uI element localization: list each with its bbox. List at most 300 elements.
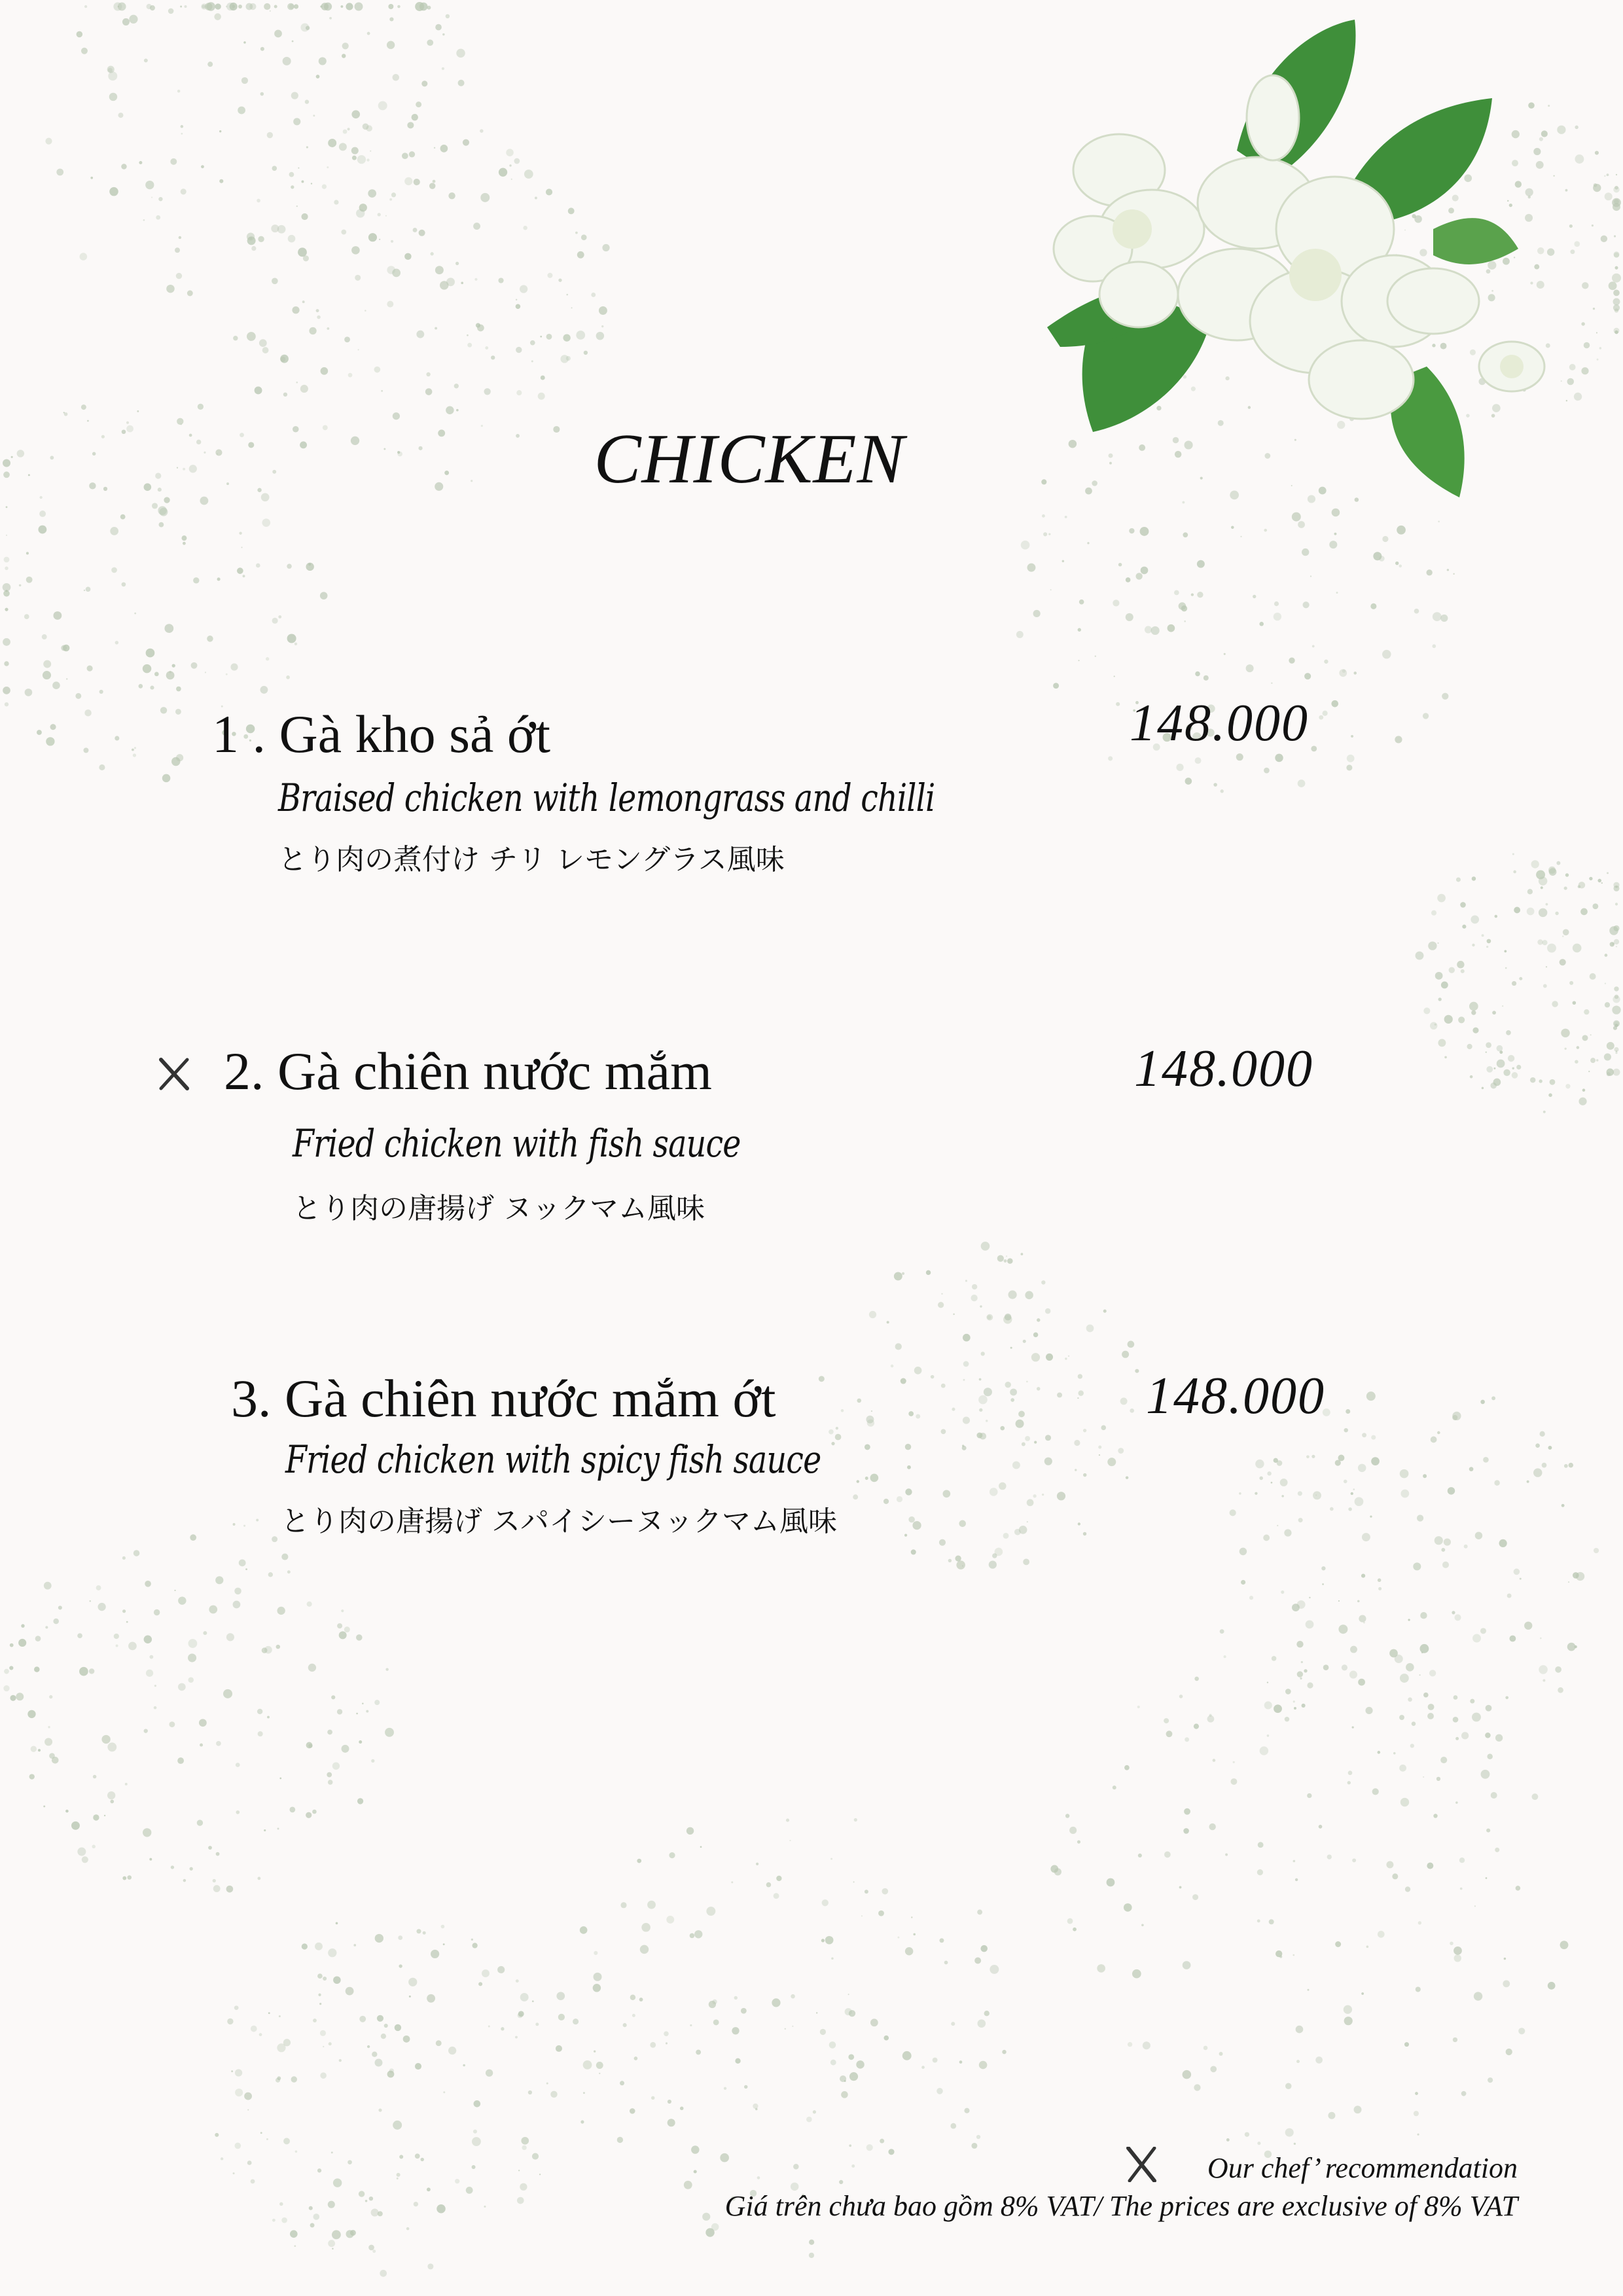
speckle-dot <box>1053 683 1059 689</box>
speckle-dot <box>1513 870 1516 874</box>
speckle-dot <box>979 1408 982 1412</box>
speckle-dot <box>1512 1072 1518 1079</box>
speckle-dot <box>849 2144 851 2147</box>
speckle-dot <box>287 564 291 568</box>
speckle-dot <box>530 340 535 346</box>
speckle-dot <box>1596 332 1597 333</box>
speckle-dot <box>1423 1007 1430 1014</box>
speckle-dot <box>1126 613 1133 621</box>
speckle-dot <box>965 1280 967 1282</box>
speckle-dot <box>1323 1664 1329 1670</box>
speckle-dot <box>43 1805 45 1807</box>
speckle-dot <box>1616 1050 1617 1052</box>
speckle-dot <box>176 273 182 279</box>
speckle-dot <box>441 1925 445 1929</box>
speckle-dot <box>1370 603 1376 609</box>
speckle-dot <box>1455 1614 1461 1621</box>
speckle-dot <box>80 253 88 260</box>
speckle-dot <box>984 2011 990 2016</box>
speckle-dot <box>488 2026 490 2028</box>
speckle-dot <box>226 1633 234 1641</box>
speckle-dot <box>1601 882 1603 884</box>
speckle-dot <box>1613 925 1619 931</box>
speckle-dot <box>340 5 343 8</box>
speckle-dot <box>277 2076 281 2080</box>
speckle-dot <box>1423 1693 1429 1698</box>
speckle-dot <box>583 2092 585 2094</box>
speckle-dot <box>307 1602 312 1607</box>
speckle-dot <box>245 1568 247 1570</box>
speckle-dot <box>964 2108 969 2113</box>
speckle-dot <box>205 3 213 10</box>
speckle-dot <box>292 41 294 43</box>
speckle-dot <box>1438 1039 1446 1047</box>
speckle-dot <box>1419 1674 1421 1676</box>
speckle-dot <box>594 1951 597 1955</box>
speckle-dot <box>571 307 573 308</box>
speckle-dot <box>836 1427 838 1429</box>
speckle-dot <box>1460 1888 1463 1890</box>
speckle-dot <box>337 1623 342 1628</box>
speckle-dot <box>1358 1679 1365 1686</box>
speckle-dot <box>831 1957 834 1960</box>
speckle-dot <box>49 1695 52 1698</box>
speckle-dot <box>247 2109 249 2111</box>
speckle-dot <box>221 2157 223 2160</box>
speckle-dot <box>237 567 243 574</box>
speckle-dot <box>1253 595 1256 598</box>
speckle-dot <box>341 1609 344 1612</box>
speckle-dot <box>1176 764 1183 771</box>
speckle-dot <box>101 1735 110 1744</box>
speckle-dot <box>1330 1507 1334 1511</box>
speckle-dot <box>42 634 47 639</box>
speckle-dot <box>197 1820 203 1825</box>
speckle-dot <box>21 1624 24 1627</box>
speckle-dot <box>128 1641 137 1650</box>
speckle-dot <box>1371 1435 1376 1440</box>
speckle-dot <box>1194 1724 1199 1729</box>
speckle-dot <box>1210 2066 1217 2072</box>
speckle-dot <box>129 15 137 24</box>
speckle-dot <box>143 1828 151 1837</box>
speckle-dot <box>151 197 152 198</box>
speckle-dot <box>190 1534 196 1541</box>
speckle-dot <box>448 2047 456 2054</box>
speckle-dot <box>1126 577 1131 583</box>
speckle-dot <box>243 41 246 44</box>
speckle-dot <box>1351 735 1353 738</box>
speckle-dot <box>1569 1463 1574 1468</box>
speckle-dot <box>1614 939 1619 944</box>
speckle-dot <box>39 511 46 517</box>
speckle-dot <box>71 1821 80 1830</box>
speckle-dot <box>1527 1480 1529 1483</box>
speckle-dot <box>566 294 568 296</box>
speckle-dot <box>183 542 186 545</box>
speckle-dot <box>550 2091 557 2098</box>
speckle-dot <box>1456 877 1461 882</box>
speckle-dot <box>576 331 585 340</box>
speckle-dot <box>1613 996 1620 1003</box>
speckle-dot <box>423 1931 426 1935</box>
speckle-dot <box>711 2223 719 2231</box>
speckle-dot <box>1483 1457 1489 1463</box>
speckle-dot <box>281 2217 287 2223</box>
speckle-dot <box>1224 1655 1226 1658</box>
speckle-dot <box>260 47 264 51</box>
speckle-dot <box>647 1901 656 1909</box>
speckle-dot <box>188 1677 194 1683</box>
speckle-dot <box>291 185 294 188</box>
speckle-dot <box>640 1945 649 1954</box>
speckle-dot <box>1138 1854 1142 1857</box>
speckle-dot <box>1495 915 1498 918</box>
speckle-dot <box>272 166 277 171</box>
speckle-dot <box>1519 977 1522 980</box>
speckle-dot <box>168 9 174 14</box>
speckle-dot <box>986 1420 988 1422</box>
speckle-dot <box>289 172 294 177</box>
speckle-dot <box>443 1943 445 1945</box>
speckle-dot <box>1141 567 1149 575</box>
speckle-dot <box>1255 1492 1257 1495</box>
speckle-dot <box>1003 1533 1009 1539</box>
speckle-dot <box>1455 1737 1459 1740</box>
speckle-dot <box>1145 626 1152 633</box>
speckle-dot <box>1399 1765 1406 1772</box>
speckle-dot <box>1582 1035 1588 1041</box>
speckle-dot <box>166 285 174 293</box>
speckle-dot <box>277 1607 285 1615</box>
speckle-dot <box>1225 1854 1228 1856</box>
speckle-dot <box>1444 1539 1451 1546</box>
speckle-dot <box>77 1633 82 1638</box>
speckle-dot <box>302 300 305 303</box>
speckle-dot <box>207 636 213 642</box>
speckle-dot <box>1008 1291 1016 1299</box>
speckle-dot <box>1183 532 1188 537</box>
speckle-dot <box>416 101 421 107</box>
speckle-dot <box>941 1429 946 1434</box>
speckle-dot <box>472 2137 481 2146</box>
speckle-dot <box>1074 1440 1080 1446</box>
speckle-dot <box>853 1881 855 1882</box>
speckle-dot <box>272 1536 277 1542</box>
speckle-dot <box>1348 1507 1352 1511</box>
speckle-dot <box>1436 1777 1440 1781</box>
speckle-dot <box>328 1948 336 1957</box>
speckle-dot <box>233 1523 236 1526</box>
speckle-dot <box>430 252 433 255</box>
speckle-dot <box>363 124 369 130</box>
speckle-dot <box>1542 1463 1547 1468</box>
speckle-dot <box>936 2088 943 2094</box>
speckle-dot <box>389 198 392 201</box>
speckle-dot <box>77 31 83 38</box>
speckle-dot <box>264 3 270 10</box>
speckle-dot <box>1078 628 1081 632</box>
speckle-dot <box>809 2240 814 2245</box>
speckle-dot <box>277 1828 279 1830</box>
speckle-dot <box>1019 1526 1027 1534</box>
speckle-dot <box>446 278 455 286</box>
speckle-dot <box>1137 1706 1140 1708</box>
speckle-dot <box>96 1585 101 1590</box>
speckle-dot <box>308 563 311 565</box>
speckle-dot <box>295 2150 298 2153</box>
speckle-dot <box>357 155 366 164</box>
speckle-dot <box>219 130 221 132</box>
speckle-dot <box>1041 1280 1045 1284</box>
speckle-dot <box>720 2153 729 2162</box>
speckle-dot <box>1213 783 1217 787</box>
speckle-dot <box>1518 2028 1525 2034</box>
speckle-dot <box>283 2039 291 2046</box>
speckle-dot <box>293 118 300 125</box>
speckle-dot <box>1472 1713 1481 1722</box>
speckle-dot <box>821 1939 825 1942</box>
speckle-dot <box>1503 1069 1510 1076</box>
speckle-dot <box>1614 1021 1619 1026</box>
speckle-dot <box>391 192 396 197</box>
speckle-dot <box>1361 1573 1365 1577</box>
item-number: 1 . <box>212 704 266 764</box>
item-number: 3. <box>231 1369 272 1428</box>
speckle-dot <box>1527 908 1535 916</box>
speckle-dot <box>5 567 8 570</box>
speckle-dot <box>427 39 433 46</box>
speckle-dot <box>467 343 472 348</box>
speckle-dot <box>1116 702 1120 706</box>
speckle-dot <box>1264 768 1270 774</box>
speckle-dot <box>1597 359 1599 361</box>
speckle-dot <box>724 2087 726 2090</box>
speckle-dot <box>120 514 126 520</box>
speckle-dot <box>516 304 521 309</box>
speckle-dot <box>1472 944 1474 946</box>
speckle-dot <box>839 2180 843 2184</box>
speckle-dot <box>1025 1291 1033 1300</box>
speckle-dot <box>963 1379 965 1381</box>
speckle-dot <box>1462 925 1466 929</box>
speckle-dot <box>1590 1034 1592 1035</box>
speckle-dot <box>217 577 221 581</box>
speckle-dot <box>287 3 294 10</box>
speckle-dot <box>602 244 609 251</box>
speckle-dot <box>1539 1665 1548 1674</box>
speckle-dot <box>840 2075 846 2082</box>
speckle-dot <box>1435 1536 1443 1545</box>
speckle-dot <box>1592 903 1598 909</box>
speckle-dot <box>19 584 21 586</box>
speckle-dot <box>669 1852 675 1858</box>
speckle-dot <box>540 336 542 338</box>
speckle-dot <box>1491 1396 1495 1400</box>
speckle-dot <box>143 664 151 673</box>
speckle-dot <box>1128 2042 1132 2047</box>
speckle-dot <box>1213 1759 1216 1762</box>
speckle-dot <box>389 17 393 21</box>
item-name <box>212 704 550 765</box>
speckle-dot <box>518 2011 524 2017</box>
speckle-dot <box>404 177 412 185</box>
speckle-dot <box>560 355 568 363</box>
speckle-dot <box>1485 1732 1491 1738</box>
speckle-dot <box>1245 2132 1249 2137</box>
speckle-dot <box>1597 879 1601 883</box>
speckle-dot <box>362 1702 364 1704</box>
speckle-dot <box>342 54 346 58</box>
speckle-dot <box>556 1992 565 2000</box>
speckle-dot <box>332 2230 341 2239</box>
speckle-dot <box>215 3 221 9</box>
speckle-dot <box>491 355 495 359</box>
speckle-dot <box>1274 1704 1282 1713</box>
speckle-dot <box>414 2202 418 2206</box>
speckle-dot <box>233 336 238 340</box>
speckle-dot <box>829 2041 836 2049</box>
speckle-dot <box>50 724 56 730</box>
speckle-dot <box>257 1709 262 1714</box>
speckle-dot <box>339 2059 342 2062</box>
speckle-dot <box>351 246 360 255</box>
speckle-dot <box>327 1730 332 1735</box>
speckle-dot <box>93 1775 97 1779</box>
speckle-dot <box>181 125 184 128</box>
speckle-dot <box>1548 867 1556 874</box>
speckle-dot <box>1166 1731 1173 1737</box>
speckle-dot <box>27 1710 35 1718</box>
speckle-dot <box>118 113 123 118</box>
speckle-dot <box>1184 620 1186 622</box>
speckle-dot <box>1612 942 1614 945</box>
speckle-dot <box>1046 1354 1053 1361</box>
speckle-dot <box>82 1856 88 1863</box>
speckle-dot <box>630 1995 635 2000</box>
speckle-dot <box>86 587 91 592</box>
speckle-dot <box>1132 1969 1141 1979</box>
speckle-dot <box>1083 1532 1086 1535</box>
speckle-dot <box>427 1994 435 2003</box>
speckle-dot <box>156 215 160 220</box>
speckle-dot <box>1492 1011 1496 1014</box>
speckle-dot <box>980 1433 987 1440</box>
speckle-dot <box>471 1939 473 1941</box>
speckle-dot <box>1298 1491 1302 1496</box>
speckle-dot <box>178 1683 186 1691</box>
speckle-dot <box>1128 1341 1135 1348</box>
speckle-dot <box>64 412 68 416</box>
speckle-dot <box>668 2100 671 2104</box>
speckle-dot <box>1179 1695 1183 1698</box>
speckle-dot <box>348 2160 352 2164</box>
speckle-dot <box>329 2042 332 2045</box>
speckle-dot <box>580 1926 588 1934</box>
speckle-dot <box>1530 1077 1535 1083</box>
speckle-dot <box>871 1410 872 1412</box>
speckle-dot <box>789 1840 791 1841</box>
speckle-dot <box>865 1444 870 1450</box>
speckle-dot <box>193 577 199 583</box>
speckle-dot <box>1405 1886 1410 1892</box>
speckle-dot <box>1263 1535 1270 1541</box>
speckle-dot <box>1043 532 1047 536</box>
speckle-dot <box>427 2263 433 2269</box>
speckle-dot <box>162 774 171 783</box>
speckle-dot <box>1296 2060 1300 2063</box>
speckle-dot <box>596 2062 603 2069</box>
speckle-dot <box>1429 1670 1436 1676</box>
speckle-dot <box>239 1559 246 1566</box>
speckle-dot <box>4 557 10 563</box>
speckle-dot <box>1437 1431 1440 1435</box>
speckle-dot <box>1605 1002 1610 1007</box>
speckle-dot <box>835 1434 842 1441</box>
speckle-dot <box>1010 1347 1012 1349</box>
speckle-dot <box>830 2060 836 2066</box>
speckle-dot <box>301 213 308 220</box>
speckle-dot <box>266 657 269 660</box>
speckle-dot <box>323 1977 327 1981</box>
speckle-dot <box>258 236 264 242</box>
speckle-dot <box>931 1375 935 1379</box>
speckle-dot <box>1324 660 1328 664</box>
speckle-dot <box>1335 1941 1341 1947</box>
speckle-dot <box>134 747 136 749</box>
speckle-dot <box>1204 2046 1208 2051</box>
speckle-dot <box>1400 1490 1409 1498</box>
speckle-dot <box>1440 1757 1447 1763</box>
speckle-dot <box>443 2091 445 2093</box>
speckle-dot <box>776 1876 781 1881</box>
speckle-dot <box>1057 1392 1062 1397</box>
speckle-dot <box>1512 1067 1514 1069</box>
item-name-text: Gà kho sả ớt <box>279 704 551 764</box>
speckle-dot <box>1475 1532 1482 1539</box>
speckle-dot <box>1192 1894 1198 1900</box>
speckle-dot <box>456 409 459 412</box>
speckle-dot <box>1474 1992 1482 2000</box>
speckle-dot <box>1552 1001 1558 1007</box>
speckle-dot <box>484 2206 486 2208</box>
speckle-dot <box>1358 1464 1366 1473</box>
speckle-dot <box>1539 1079 1542 1083</box>
speckle-dot <box>1535 1443 1540 1448</box>
speckle-dot <box>831 1442 834 1445</box>
speckle-dot <box>359 2016 366 2022</box>
speckle-dot <box>1614 328 1620 334</box>
speckle-dot <box>596 332 604 340</box>
speckle-dot <box>421 2158 424 2161</box>
speckle-dot <box>180 6 182 8</box>
speckle-dot <box>276 1645 280 1649</box>
speckle-dot <box>446 14 450 18</box>
speckle-dot <box>279 2015 281 2017</box>
speckle-dot <box>288 235 296 243</box>
speckle-dot <box>1037 1318 1040 1321</box>
speckle-dot <box>18 1639 26 1647</box>
speckle-dot <box>1454 1946 1462 1955</box>
speckle-dot <box>1048 533 1050 535</box>
speckle-dot <box>865 1890 868 1893</box>
speckle-dot <box>1179 1886 1182 1889</box>
speckle-dot <box>1078 1522 1080 1525</box>
speckle-dot <box>963 1416 970 1424</box>
speckle-dot <box>234 2143 241 2149</box>
speckle-dot <box>1578 882 1585 888</box>
speckle-dot <box>81 48 88 54</box>
